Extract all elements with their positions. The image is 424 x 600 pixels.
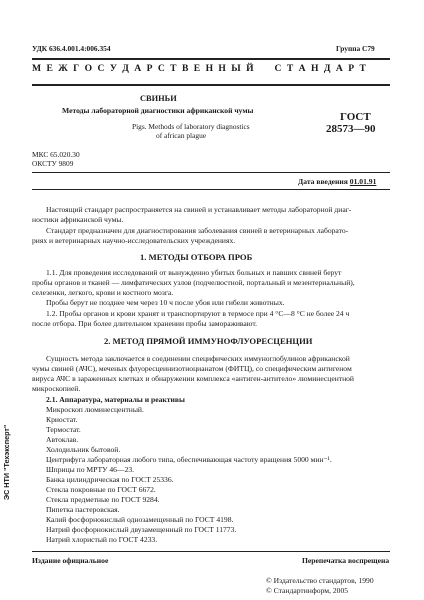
group-code: Группа С79 [336,44,375,53]
equipment-item: Криостат. [46,415,78,424]
header-rule [32,84,390,86]
equipment-item: Шприцы по МРТУ 46—23. [46,465,135,474]
standard-type: М Е Ж Г О С У Д А Р С Т В Е Н Н Ы Й С Т А Н Д А Р Т [32,63,368,74]
equipment-item: Банка цилиндрическая по ГОСТ 25336. [46,475,174,484]
s1-p11-line1: 1.1. Для проведения исследований от вынужденно убитых больных и павших свиней берут [46,268,342,277]
equipment-item: Натрий хлористый по ГОСТ 4233. [46,535,158,544]
title-main: СВИНЬИ [140,94,177,103]
s1-p11-line3: селезенки, легкого, крови и костного мозга. [32,288,174,297]
equipment-item: Микроскоп люминесцентный. [46,405,144,414]
section2-title: 2. МЕТОД ПРЯМОЙ ИММУНОФЛУОРЕСЦЕНЦИИ [104,336,313,346]
intro-para1-line1: Настоящий стандарт распространяется на свиней и устанавливает методы лабораторной диаг- [46,205,352,214]
equipment-item: Холодильник бытовой. [46,445,121,454]
date-rule [32,189,390,190]
s1-p12-line1: 1.2. Пробы органов и крови хранят и транспортируют в термосе при 4 °С—8 °С не более 24 ч [46,309,350,318]
reprint-prohibited: Перепечатка воспрещена [302,556,390,565]
equipment-item: Термостат. [46,425,81,434]
copyright-2005: © Стандартинформ, 2005 [266,586,349,595]
equipment-item: Калий фосфорнокислый однозамещенный по ГОСТ 4198. [46,515,234,524]
date-label: Дата введения [298,177,348,186]
title-en-1: Pigs. Methods of laboratory diagnostics [132,122,250,131]
s1-p11-line4: Пробы берут не позднее чем через 10 ч после убоя или гибели животных. [46,298,285,307]
intro-para2-line2: риях и ветеринарных научно-исследовательских учреждениях. [32,236,236,245]
equipment-item: Пипетка пастеровская. [46,505,120,514]
section1-title: 1. МЕТОДЫ ОТБОРА ПРОБ [140,252,253,262]
footer-rule [32,551,390,552]
intro-para2-line1: Стандарт предназначен для диагностирования заболевания свиней в ветеринарных лаборато- [46,226,349,235]
date-value: 01.01.91 [349,177,377,186]
s1-p11-line2: пробы органов и тканей — лимфатических узлов (подчелюстной, портальный и мезентериальный), [32,278,355,287]
date-of-introduction [298,177,376,187]
equipment-item: Натрий фосфорнокислый двузамещенный по ГОСТ 11773. [46,525,237,534]
s2-subsection-title: 2.1. Аппаратура, материалы и реактивы [46,395,185,404]
title-en-2: of african plague [156,131,207,140]
equipment-item: Стекла предметные по ГОСТ 9284. [46,495,160,504]
gost-label: ГОСТ [340,111,371,123]
side-watermark: ЭС НТИ "Техэксперт" [2,424,11,500]
udk-code: УДК 636.4.001.4:006.354 [32,44,111,53]
title-rule [32,172,390,173]
equipment-item: Стекла покровные по ГОСТ 6672. [46,485,156,494]
top-rule [32,58,390,60]
okstu-code: ОКСТУ 9809 [32,159,74,168]
title-sub: Методы лабораторной диагностики африканской чумы [62,106,254,115]
s2-para-line1: Сущность метода заключается в соединении специфических иммуноглобулинов африканской [46,354,350,363]
s2-para-line2: чумы свиней (АЧС), меченых флуоресцеинизотиоцианатом (ФИТЦ), со специфическим антигеном [32,364,352,373]
official-edition: Издание официальное [32,556,109,565]
copyright-1990: © Издательство стандартов, 1990 [266,576,374,585]
s1-p12-line2: после отбора. При более длительном хранении пробы замораживают. [32,319,257,328]
s2-para-line4: микроскопией. [32,384,81,393]
intro-para1-line2: ностики африканской чумы. [32,215,124,224]
mks-code: МКС 65.020.30 [32,150,80,159]
s2-para-line3: вируса АЧС в зараженных клетках и обнаружении комплекса «антиген-антитело» люминесцентной [32,374,354,383]
equipment-item: Автоклав. [46,435,79,444]
gost-number: 28573—90 [326,123,376,135]
equipment-item: Центрифуга лабораторная любого типа, обеспечивающая частоту вращения 5000 мин⁻¹. [46,455,332,464]
